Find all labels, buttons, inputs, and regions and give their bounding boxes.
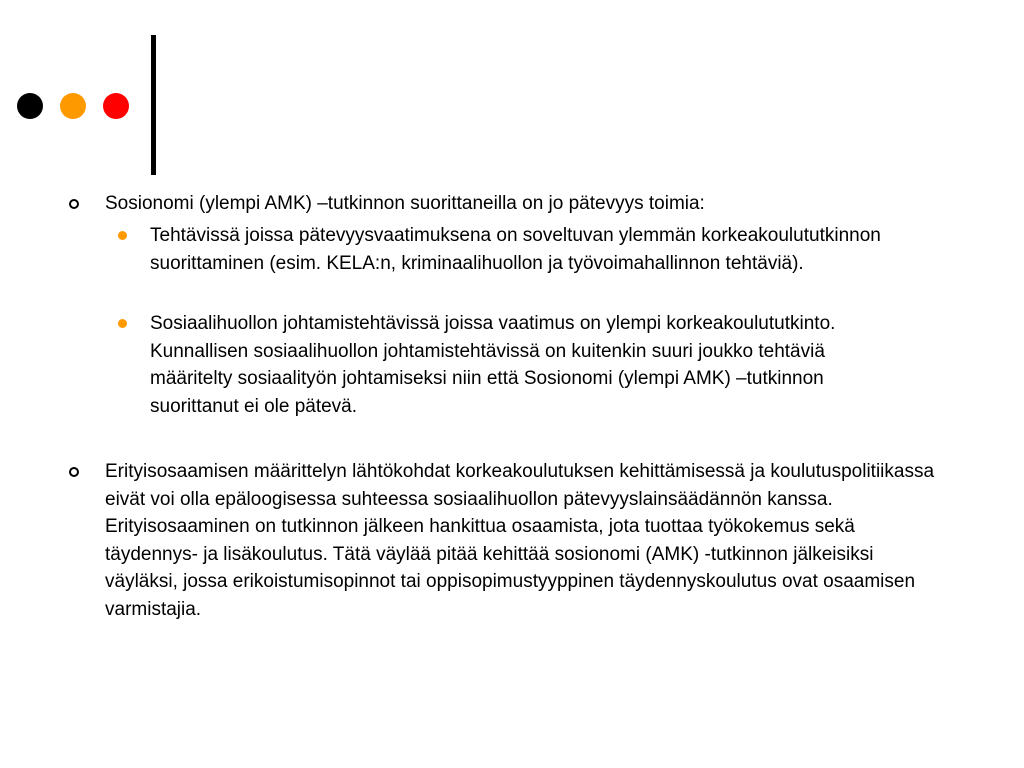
sub-bullet-text-1: Tehtävissä joissa pätevyysvaatimuksena on soveltuvan ylemmän korkeakoulututkinnon suorittaminen (esim. KELA:n, kriminaalihuollon ja työvoimahallinnon tehtäviä). [150,225,881,274]
bullet-text-1: Sosionomi (ylempi AMK) –tutkinnon suorittaneilla on jo pätevyys toimia: [105,193,705,214]
hollow-bullet-icon [69,467,79,477]
orange-dot-bullet-icon [118,319,127,328]
sub-bullet-text-2: Sosiaalihuollon johtamistehtävissä joissa vaatimus on ylempi korkeakoulututkinto. Kunnallisen sosiaalihuollon johtamistehtävissä on kuitenkin suuri joukko tehtäviä määritelty sosiaalityön johtamiseksi niin että Sosionomi (ylempi AMK) –tutkinnon suorittanut ei ole pätevä. [150,313,836,417]
hollow-bullet-icon [69,199,79,209]
decorative-dot-red [103,93,129,119]
bullet-text-2: Erityisosaamisen määrittelyn lähtökohdat korkeakoulutuksen kehittämisessä ja koulutuspolitiikassa eivät voi olla epäloogisessa suhteessa sosiaalihuollon pätevyyslainsäädännön kanssa. Erityisosaaminen on tutkinnon jälkeen hankittua osaamista, jota tuottaa työkokemus sekä täydennys- ja lisäkoulutus. Tätä väylää pitää kehittää sosionomi (AMK) -tutkinnon jälkeisiksi väyläksi, jossa erikoistumisopinnot tai oppisopimustyyppinen täydennyskoulutus ovat osaamisen varmistajia. [105,461,935,620]
decorative-vertical-line [151,35,156,175]
bullet-item-1 [105,190,945,218]
bullet-item-2 [105,458,945,623]
decorative-dot-black [17,93,43,119]
orange-dot-bullet-icon [118,231,127,240]
sub-bullet-item-1 [150,222,910,277]
sub-bullet-item-2 [150,310,910,420]
decorative-dot-orange [60,93,86,119]
